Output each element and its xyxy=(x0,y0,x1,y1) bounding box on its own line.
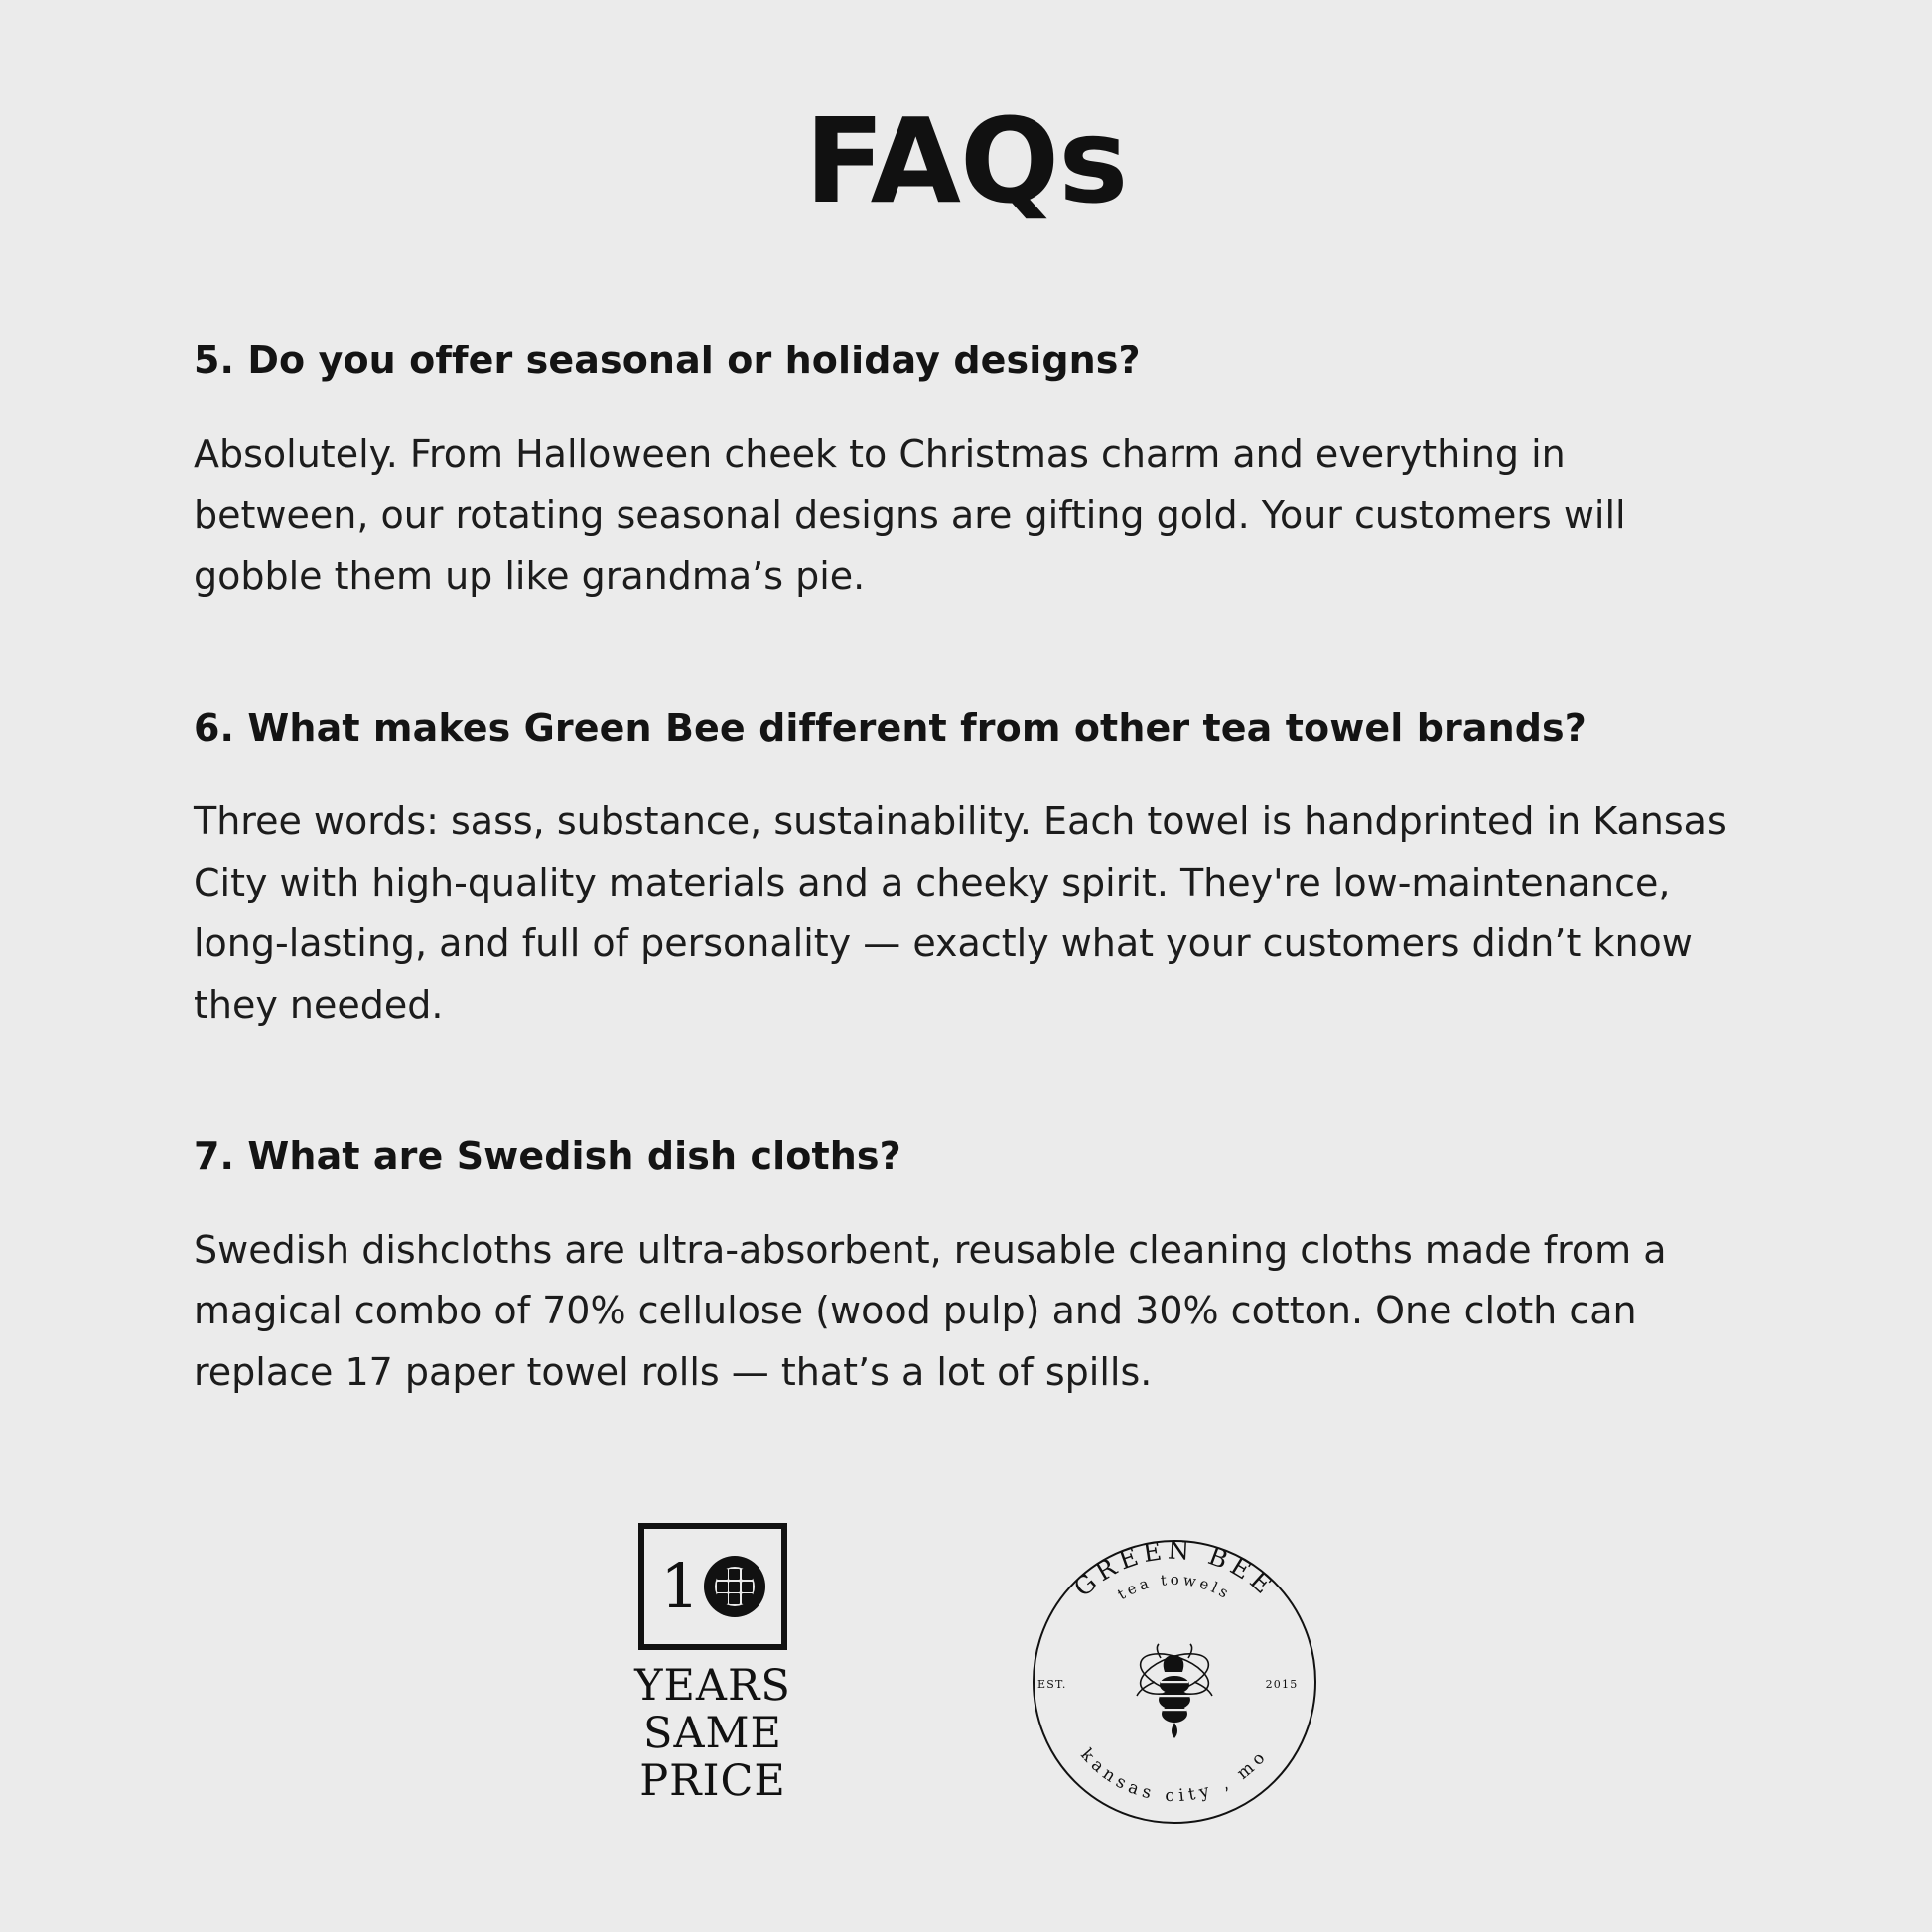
brand-top-text: GREEN BEE xyxy=(1068,1535,1282,1603)
faq-item xyxy=(194,336,1738,608)
brand-est-text: EST. xyxy=(1037,1678,1067,1691)
bee-icon xyxy=(1135,1644,1213,1738)
faq-item xyxy=(194,703,1738,1035)
faq-question: 6. What makes Green Bee different from other tea towel brands? xyxy=(194,705,1587,750)
faq-question: 5. Do you offer seasonal or holiday designs? xyxy=(194,338,1141,382)
brand-sub-text: tea towels xyxy=(1114,1570,1235,1604)
anniversary-badge xyxy=(599,1523,827,1805)
svg-text:GREEN BEE xyxy=(1068,1536,1281,1603)
anniversary-line-3: PRICE xyxy=(639,1756,786,1807)
svg-text:tea towels xyxy=(1114,1571,1234,1603)
svg-text:kansas city , mo xyxy=(1076,1745,1272,1806)
faq-answer: Swedish dishcloths are ultra-absorbent, reusable cleaning cloths made from a magical combo of 70% cellulose (wood pulp) and 30% cotton. One cloth can replace 17 paper towel rolls — that’s a lot of spills. xyxy=(194,1227,1667,1394)
faq-list xyxy=(194,336,1738,1403)
faq-question: 7. What are Swedish dish cloths? xyxy=(194,1134,901,1178)
ten-years-icon xyxy=(638,1523,787,1650)
logo-row xyxy=(0,1523,1932,1841)
faq-answer: Absolutely. From Halloween cheek to Christmas charm and everything in between, our rotating seasonal designs are gifting gold. Your customers will gobble them up like grandma’s pie. xyxy=(194,432,1626,599)
faq-answer: Three words: sass, substance, sustainability. Each towel is handprinted in Kansas City with high-quality materials and a cheeky spirit. They're low-maintenance, long-lasting, and full of personality — exactly what your customers didn’t know they needed. xyxy=(194,799,1726,1027)
anniversary-line-1: YEARS xyxy=(634,1661,791,1711)
anniversary-text xyxy=(634,1662,791,1805)
brand-year-text: 2015 xyxy=(1265,1678,1299,1691)
numeral-one: 1 xyxy=(660,1550,700,1622)
faq-item xyxy=(194,1131,1738,1403)
honeycomb-icon xyxy=(704,1556,765,1617)
page-title: FAQs xyxy=(804,92,1128,229)
green-bee-logo xyxy=(1016,1523,1333,1841)
brand-bottom-text: kansas city , mo xyxy=(1076,1744,1273,1807)
anniversary-line-2: SAME xyxy=(643,1709,782,1759)
